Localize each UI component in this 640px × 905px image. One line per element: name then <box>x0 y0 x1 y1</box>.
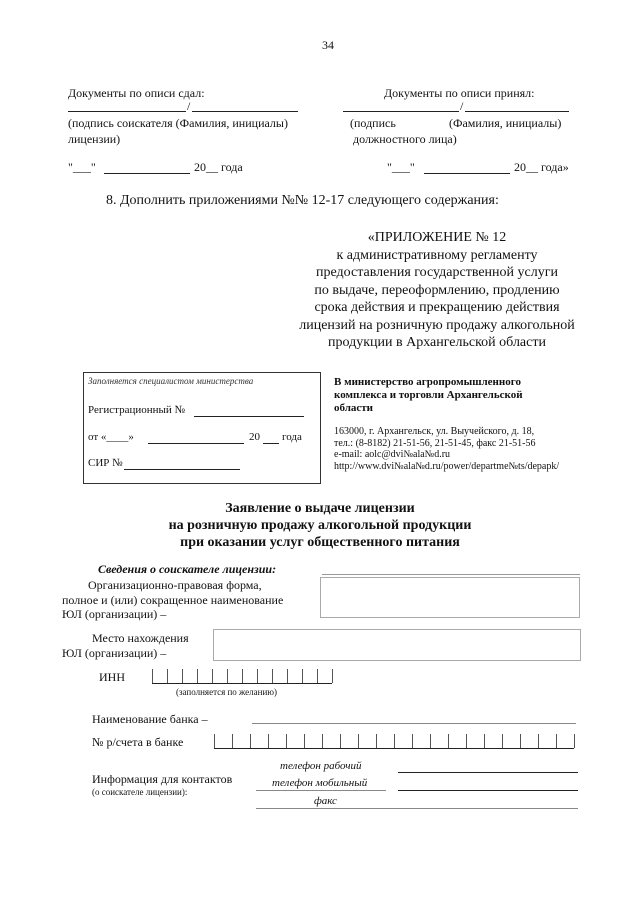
address-line: тел.: (8-8182) 21-51-56, 21-51-45, факс 21-51-56 <box>334 437 536 449</box>
appendix-line: срока действия и прекращению действия <box>314 300 560 315</box>
appendix-line: предоставления государственной услуги <box>316 265 558 280</box>
org-name-input[interactable] <box>320 577 580 618</box>
digit-cell-divider <box>227 669 228 683</box>
date-quote: "___" <box>387 160 415 174</box>
appendix-line: к административному регламенту <box>336 247 538 263</box>
digit-cell-divider <box>317 669 318 683</box>
digit-cell-divider <box>538 734 539 748</box>
digit-cell-divider <box>340 734 341 748</box>
recipient-name-line: области <box>334 402 374 414</box>
slash: / <box>187 99 191 113</box>
section-title-underline <box>322 574 580 575</box>
date-year: 20__ года <box>194 160 243 174</box>
digit-cell-divider <box>466 734 467 748</box>
signature-caption-b: (Фамилия, инициалы) <box>449 116 562 130</box>
phone-work-label: телефон рабочий <box>280 760 362 772</box>
digit-cell-divider <box>376 734 377 748</box>
digit-cell-divider <box>182 669 183 683</box>
contacts-note: (о соискателе лицензии): <box>92 787 188 797</box>
location-label-line: Место нахождения <box>92 631 189 645</box>
item-8-text: 8. Дополнить приложениями №№ 12-17 следующего содержания: <box>106 193 499 208</box>
digit-cell-divider <box>167 669 168 683</box>
signature-line <box>343 111 459 112</box>
year-field[interactable] <box>263 443 279 444</box>
digit-cell-divider <box>268 734 269 748</box>
reg-number-label: Регистрационный № <box>88 404 186 416</box>
from-date-field[interactable] <box>148 443 244 444</box>
inn-note: (заполняется по желанию) <box>176 687 277 697</box>
date-line <box>104 173 190 174</box>
year-label: 20 <box>249 431 260 443</box>
specialist-box-title: Заполняется специалистом министерства <box>88 376 254 386</box>
statement-title-line: при оказании услуг общественного питания <box>180 535 460 550</box>
phone-mobile-label: телефон мобильный <box>272 777 368 789</box>
recipient-name-line: В министерство агропромышленного <box>334 376 521 388</box>
digit-cell-divider <box>286 734 287 748</box>
address-line: 163000, г. Архангельск, ул. Выучейского, д. 18, <box>334 426 535 437</box>
website-line: http://www.dvi№alа№d.ru/power/departme№ts/depapk/ <box>334 460 560 472</box>
signature-caption: (подпись соискателя (Фамилия, инициалы) <box>68 116 288 130</box>
page-number: 34 <box>322 38 334 52</box>
slash: / <box>460 99 464 113</box>
digit-cell-divider <box>272 669 273 683</box>
digit-cell-divider <box>212 669 213 683</box>
digit-cells-baseline <box>152 683 332 684</box>
digit-cell-divider <box>520 734 521 748</box>
inn-label: ИНН <box>99 670 125 684</box>
signature-caption-a: (подпись <box>350 116 396 130</box>
phone-work-input[interactable] <box>398 772 578 773</box>
recipient-name <box>334 376 523 415</box>
appendix-line: лицензий на розничную продажу алкогольной <box>299 317 575 333</box>
appendix-line: «ПРИЛОЖЕНИЕ № 12 <box>367 230 507 245</box>
sir-number-label: СИР № <box>88 457 123 469</box>
email-line: e-mail: aolc@dvi№alа№d.ru <box>334 449 451 460</box>
statement-title-line: Заявление о выдаче лицензии <box>225 501 415 516</box>
recipient-name-line: комплекса и торговли Архангельской <box>334 389 523 401</box>
phone-mobile-input[interactable] <box>398 790 578 791</box>
digit-cell-divider <box>412 734 413 748</box>
sir-number-field[interactable] <box>124 469 240 470</box>
digit-cell-divider <box>556 734 557 748</box>
digit-cell-divider <box>332 669 333 683</box>
contacts-label: Информация для контактов <box>92 772 233 786</box>
digit-cell-divider <box>232 734 233 748</box>
digit-cell-divider <box>430 734 431 748</box>
digit-cell-divider <box>574 734 575 748</box>
location-label-line: ЮЛ (организации) – <box>62 646 167 660</box>
accepted-label: Документы по описи принял: <box>384 86 535 100</box>
name-line <box>465 111 569 112</box>
digit-cells-baseline <box>214 748 574 749</box>
org-label-line: полное и (или) сокращенное наименование <box>62 592 284 607</box>
phone-mobile-underline <box>256 790 386 791</box>
appendix-header <box>262 229 612 352</box>
digit-cell-divider <box>214 734 215 748</box>
appendix-line: продукции в Архангельской области <box>328 335 546 350</box>
appendix-line: по выдаче, переоформлению, продлению <box>314 282 560 298</box>
date-quote: "___" <box>68 160 96 174</box>
statement-title <box>120 500 520 551</box>
digit-cell-divider <box>448 734 449 748</box>
digit-cell-divider <box>242 669 243 683</box>
section-title: Сведения о соискателе лицензии: <box>98 562 277 576</box>
fax-input[interactable] <box>256 808 578 809</box>
reg-number-field[interactable] <box>194 416 304 417</box>
handed-over-label: Документы по описи сдал: <box>68 86 205 100</box>
org-label-line: Организационно-правовая форма, <box>88 578 262 592</box>
recipient-address <box>334 426 559 472</box>
bank-name-input[interactable] <box>252 723 576 724</box>
date-year: 20__ года» <box>514 160 569 174</box>
digit-cell-divider <box>250 734 251 748</box>
location-input[interactable] <box>213 629 581 661</box>
from-date-label: от «____» <box>88 431 134 443</box>
digit-cell-divider <box>197 669 198 683</box>
digit-cell-divider <box>502 734 503 748</box>
digit-cell-divider <box>287 669 288 683</box>
digit-cell-divider <box>358 734 359 748</box>
date-line <box>424 173 510 174</box>
digit-cell-divider <box>257 669 258 683</box>
digit-cell-divider <box>484 734 485 748</box>
digit-cell-divider <box>152 669 153 683</box>
name-line <box>192 111 298 112</box>
bank-label: Наименование банка – <box>92 712 208 726</box>
digit-cell-divider <box>322 734 323 748</box>
digit-cell-divider <box>304 734 305 748</box>
signature-caption-2: должностного лица) <box>353 132 457 146</box>
year-suffix: года <box>282 431 302 443</box>
org-label-line: ЮЛ (организации) – <box>62 607 167 621</box>
digit-cell-divider <box>302 669 303 683</box>
fax-label: факс <box>314 795 337 807</box>
signature-line <box>68 111 186 112</box>
account-label: № р/счета в банке <box>92 735 184 749</box>
org-label <box>62 578 283 622</box>
statement-title-line: на розничную продажу алкогольной продукции <box>168 518 472 533</box>
signature-caption-2: лицензии) <box>68 132 121 146</box>
digit-cell-divider <box>394 734 395 748</box>
